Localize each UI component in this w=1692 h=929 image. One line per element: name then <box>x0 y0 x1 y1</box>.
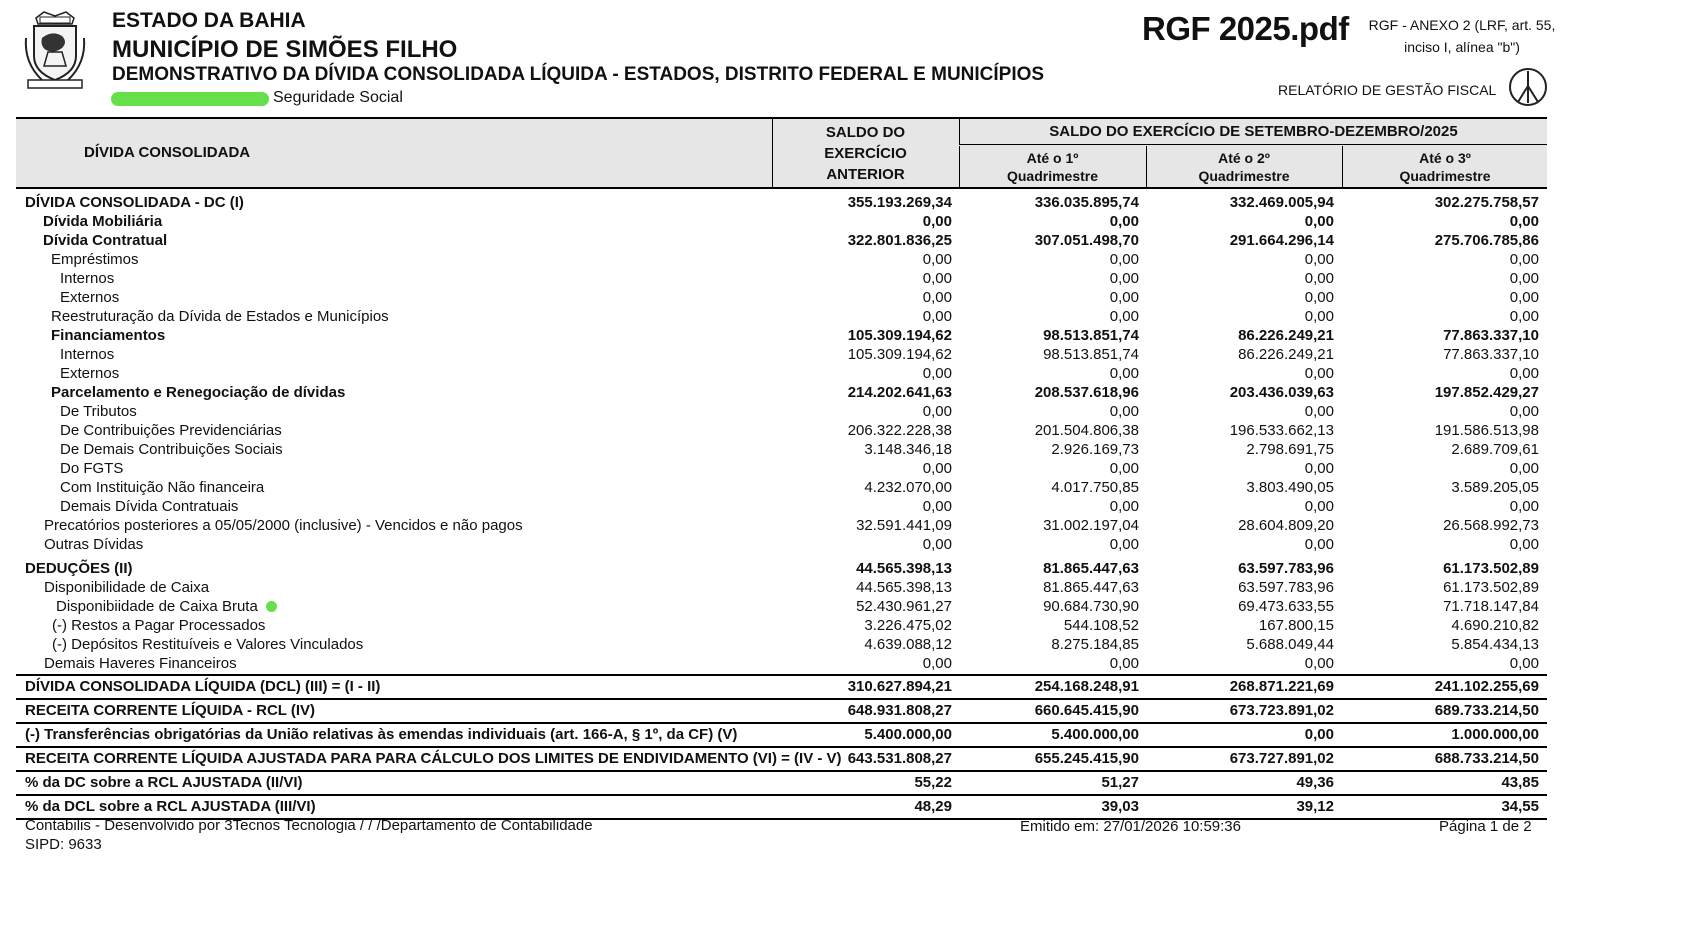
row-value: 0,00 <box>1509 289 1539 306</box>
debt-table <box>16 117 1547 820</box>
row-value: 0,00 <box>1109 270 1139 287</box>
row-value: 268.871.221,69 <box>1229 678 1334 695</box>
header-line: Quadrimestre <box>1198 168 1290 184</box>
row-value: 0,00 <box>1509 498 1539 515</box>
row-value: 689.733.214,50 <box>1434 702 1539 719</box>
municipality-name: MUNICÍPIO DE SIMÕES FILHO <box>112 36 458 63</box>
row-value: 0,00 <box>1304 270 1334 287</box>
row-value: 90.684.730,90 <box>1043 598 1139 615</box>
row-value: 32.591.441,09 <box>856 517 952 534</box>
table-row <box>16 250 1547 269</box>
row-label-text: DÍVIDA CONSOLIDADA - DC (I) <box>25 194 244 211</box>
row-label-text: % da DC sobre a RCL AJUSTADA (II/VI) <box>25 774 303 791</box>
footer-sipd: SIPD: 9633 <box>25 836 102 853</box>
row-label-text: Dívida Mobiliária <box>43 213 163 230</box>
row-value: 167.800,15 <box>1258 617 1334 634</box>
row-value: 3.803.490,05 <box>1246 479 1334 496</box>
row-value: 332.469.005,94 <box>1229 194 1334 211</box>
row-value: 208.537.618,96 <box>1034 384 1139 401</box>
row-label-text: Financiamentos <box>51 327 166 344</box>
row-value: 31.002.197,04 <box>1043 517 1139 534</box>
row-label-text: Do FGTS <box>60 460 124 477</box>
table-row <box>16 698 1547 722</box>
row-value: 0,00 <box>1109 289 1139 306</box>
row-value: 0,00 <box>1109 308 1139 325</box>
row-value: 28.604.809,20 <box>1238 517 1334 534</box>
table-row <box>16 383 1547 402</box>
row-value: 3.589.205,05 <box>1451 479 1539 496</box>
row-value: 643.531.808,27 <box>847 750 952 767</box>
row-value: 44.565.398,13 <box>856 579 952 596</box>
row-value: 63.597.783,96 <box>1238 579 1334 596</box>
row-label <box>44 516 523 535</box>
row-value: 0,00 <box>1304 460 1334 477</box>
row-value: 688.733.214,50 <box>1434 750 1539 767</box>
row-value: 81.865.447,63 <box>1043 560 1139 577</box>
row-label-text: Internos <box>60 270 115 287</box>
row-value: 307.051.498,70 <box>1034 232 1139 249</box>
row-label-text: Disponibilidade de Caixa <box>44 579 210 596</box>
table-row <box>16 635 1547 654</box>
row-label-text: RECEITA CORRENTE LÍQUIDA AJUSTADA PARA PARA CÁLCULO DOS LIMITES DE ENDIVIDAMENTO (VI) = (IV - V) <box>25 750 842 767</box>
row-label-text: Externos <box>60 365 120 382</box>
row-value: 4.690.210,82 <box>1451 617 1539 634</box>
row-value: 206.322.228,38 <box>847 422 952 439</box>
footer-developer: Contabilis - Desenvolvido por 3Tecnos Tecnologia / / /Departamento de Contabilidade <box>25 817 593 834</box>
table-row <box>16 535 1547 554</box>
row-value: 4.017.750,85 <box>1051 479 1139 496</box>
header-line: EXERCÍCIO <box>824 145 907 162</box>
row-value: 336.035.895,74 <box>1034 194 1139 211</box>
row-label-text: Externos <box>60 289 120 306</box>
row-value: 0,00 <box>1509 308 1539 325</box>
row-label-text: Disponibiidade de Caixa Bruta <box>56 598 258 615</box>
row-value: 51,27 <box>1101 774 1139 791</box>
row-label <box>43 212 162 231</box>
footer-emitted-date: Emitido em: 27/01/2026 10:59:36 <box>1020 818 1241 835</box>
table-row <box>16 578 1547 597</box>
row-value: 0,00 <box>1304 498 1334 515</box>
row-label <box>56 597 277 616</box>
row-value: 0,00 <box>922 498 952 515</box>
row-value: 196.533.662,13 <box>1229 422 1334 439</box>
row-value: 3.148.346,18 <box>864 441 952 458</box>
row-label <box>51 250 139 269</box>
row-value: 673.727.891,02 <box>1229 750 1334 767</box>
row-value: 214.202.641,63 <box>847 384 952 401</box>
state-name: ESTADO DA BAHIA <box>112 9 306 32</box>
row-value: 105.309.194,62 <box>847 346 952 363</box>
row-label-text: Parcelamento e Renegociação de dívidas <box>51 384 346 401</box>
row-label-text: RECEITA CORRENTE LÍQUIDA - RCL (IV) <box>25 702 315 719</box>
annex-line-2: inciso I, alínea "b") <box>1404 39 1520 55</box>
row-label-text: Com Instituição Não financeira <box>60 479 265 496</box>
table-row <box>16 746 1547 770</box>
row-value: 2.689.709,61 <box>1451 441 1539 458</box>
row-value: 0,00 <box>1109 536 1139 553</box>
row-value: 0,00 <box>922 289 952 306</box>
row-value: 291.664.296,14 <box>1229 232 1334 249</box>
row-value: 0,00 <box>922 536 952 553</box>
row-label <box>43 231 167 250</box>
row-label <box>60 421 282 440</box>
row-value: 8.275.184,85 <box>1051 636 1139 653</box>
row-value: 63.597.783,96 <box>1238 560 1334 577</box>
table-row <box>16 440 1547 459</box>
row-value: 0,00 <box>1109 498 1139 515</box>
row-value: 2.926.169,73 <box>1051 441 1139 458</box>
row-value: 0,00 <box>1509 403 1539 420</box>
row-value: 77.863.337,10 <box>1443 327 1539 344</box>
row-label <box>44 654 237 673</box>
municipal-coat-of-arms-icon <box>22 8 88 90</box>
table-row <box>16 231 1547 250</box>
table-row <box>16 212 1547 231</box>
row-value: 77.863.337,10 <box>1443 346 1539 363</box>
row-label <box>25 772 303 794</box>
report-logo-icon <box>1506 66 1550 108</box>
row-value: 655.245.415,90 <box>1034 750 1139 767</box>
row-value: 355.193.269,34 <box>847 194 952 211</box>
table-row <box>16 478 1547 497</box>
header-line: SALDO DO <box>825 124 906 141</box>
row-value: 0,00 <box>1304 251 1334 268</box>
column-group-header: SALDO DO EXERCÍCIO DE SETEMBRO-DEZEMBRO/2025 <box>959 119 1547 145</box>
row-value: 0,00 <box>922 460 952 477</box>
table-row <box>16 674 1547 698</box>
row-value: 0,00 <box>1509 365 1539 382</box>
row-value: 0,00 <box>1109 460 1139 477</box>
row-value: 201.504.806,38 <box>1034 422 1139 439</box>
table-row <box>16 770 1547 794</box>
row-label <box>25 700 315 722</box>
row-label-text: (-) Restos a Pagar Processados <box>52 617 266 634</box>
row-value: 0,00 <box>1509 536 1539 553</box>
row-value: 0,00 <box>1304 403 1334 420</box>
row-value: 0,00 <box>922 365 952 382</box>
table-row <box>16 326 1547 345</box>
row-value: 275.706.785,86 <box>1434 232 1539 249</box>
row-label <box>25 724 737 746</box>
row-label <box>51 307 389 326</box>
column-header-q2 <box>1146 146 1341 187</box>
row-value: 322.801.836,25 <box>847 232 952 249</box>
row-label-text: De Demais Contribuições Sociais <box>60 441 283 458</box>
row-value: 0,00 <box>1304 308 1334 325</box>
row-value: 98.513.851,74 <box>1043 346 1139 363</box>
row-value: 4.232.070,00 <box>864 479 952 496</box>
row-label <box>25 559 133 578</box>
row-label <box>44 578 209 597</box>
table-row <box>16 345 1547 364</box>
row-label <box>60 364 119 383</box>
row-value: 39,03 <box>1101 798 1139 815</box>
table-row <box>16 193 1547 212</box>
row-value: 310.627.894,21 <box>847 678 952 695</box>
row-value: 0,00 <box>1109 655 1139 672</box>
row-label-text: De Tributos <box>60 403 137 420</box>
row-value: 191.586.513,98 <box>1434 422 1539 439</box>
table-row <box>16 288 1547 307</box>
row-value: 2.798.691,75 <box>1246 441 1334 458</box>
row-value: 673.723.891,02 <box>1229 702 1334 719</box>
row-label <box>25 676 380 698</box>
table-row <box>16 421 1547 440</box>
annex-line-1: RGF - ANEXO 2 (LRF, art. 55, <box>1368 17 1556 33</box>
annex-reference <box>1356 14 1568 58</box>
row-value: 302.275.758,57 <box>1434 194 1539 211</box>
table-row <box>16 722 1547 746</box>
row-value: 39,12 <box>1296 798 1334 815</box>
row-label-text: (-) Depósitos Restituíveis e Valores Vinculados <box>52 636 364 653</box>
row-value: 0,00 <box>1509 460 1539 477</box>
row-value: 197.852.429,27 <box>1434 384 1539 401</box>
header-line: ANTERIOR <box>826 166 905 183</box>
row-label-text: Dívida Contratual <box>43 232 168 249</box>
row-label <box>44 535 143 554</box>
row-label <box>51 326 165 345</box>
row-label <box>52 635 363 654</box>
column-header-q1 <box>959 146 1145 187</box>
row-value: 4.639.088,12 <box>864 636 952 653</box>
row-value: 0,00 <box>1109 403 1139 420</box>
row-value: 3.226.475,02 <box>864 617 952 634</box>
row-label-text: (-) Transferências obrigatórias da União relativas às emendas individuais (art. 166-A, § 1º, da CF) (V) <box>25 726 738 743</box>
row-label <box>60 459 123 478</box>
row-label-text: De Contribuições Previdenciárias <box>60 422 282 439</box>
table-body <box>16 193 1547 820</box>
row-label <box>25 193 244 212</box>
row-value: 0,00 <box>1509 655 1539 672</box>
row-value: 71.718.147,84 <box>1443 598 1539 615</box>
row-value: 203.436.039,63 <box>1229 384 1334 401</box>
row-label <box>25 748 842 770</box>
row-value: 55,22 <box>914 774 952 791</box>
row-label <box>60 478 264 497</box>
redaction-highlight <box>111 92 269 106</box>
column-header-debt: DÍVIDA CONSOLIDADA <box>84 144 251 161</box>
row-label-text: Precatórios posteriores a 05/05/2000 (inclusive) - Vencidos e não pagos <box>44 517 523 534</box>
row-label-text: Outras Dívidas <box>44 536 144 553</box>
row-label <box>60 345 114 364</box>
table-row <box>16 402 1547 421</box>
footer-page-number: Página 1 de 2 <box>1439 818 1532 835</box>
table-row <box>16 364 1547 383</box>
row-value: 0,00 <box>922 655 952 672</box>
report-subtitle: Seguridade Social <box>273 89 403 106</box>
row-label <box>60 288 119 307</box>
row-value: 0,00 <box>1109 365 1139 382</box>
row-value: 241.102.255,69 <box>1434 678 1539 695</box>
table-row <box>16 559 1547 578</box>
row-label <box>52 616 265 635</box>
table-row <box>16 307 1547 326</box>
row-value: 5.854.434,13 <box>1451 636 1539 653</box>
header-line: Até o 3º <box>1419 150 1471 166</box>
row-value: 0,00 <box>1509 270 1539 287</box>
table-row <box>16 269 1547 288</box>
row-value: 0,00 <box>922 308 952 325</box>
row-value: 0,00 <box>1304 655 1334 672</box>
row-value: 0,00 <box>1304 365 1334 382</box>
row-value: 43,85 <box>1501 774 1539 791</box>
row-value: 0,00 <box>922 403 952 420</box>
row-value: 49,36 <box>1296 774 1334 791</box>
header-line: Até o 2º <box>1218 150 1270 166</box>
header-line: Até o 1º <box>1026 150 1079 166</box>
row-label <box>60 497 238 516</box>
table-row <box>16 516 1547 535</box>
row-label-text: Internos <box>60 346 115 363</box>
row-value: 0,00 <box>1109 213 1139 230</box>
annotation-dot-icon <box>266 601 277 612</box>
header-line: Quadrimestre <box>1399 168 1491 184</box>
row-value: 0,00 <box>1304 536 1334 553</box>
row-value: 254.168.248,91 <box>1034 678 1139 695</box>
table-row <box>16 616 1547 635</box>
row-value: 81.865.447,63 <box>1043 579 1139 596</box>
row-value: 52.430.961,27 <box>856 598 952 615</box>
row-value: 0,00 <box>1509 251 1539 268</box>
row-label-text: Demais Haveres Financeiros <box>44 655 237 672</box>
table-row <box>16 459 1547 478</box>
row-label-text: Empréstimos <box>51 251 139 268</box>
row-value: 544.108,52 <box>1063 617 1139 634</box>
row-label <box>51 383 345 402</box>
report-type-label: RELATÓRIO DE GESTÃO FISCAL <box>1278 82 1497 98</box>
table-row <box>16 497 1547 516</box>
row-value: 0,00 <box>1304 726 1334 743</box>
table-row <box>16 654 1547 673</box>
row-label-text: Reestruturação da Dívida de Estados e Municípios <box>51 308 389 325</box>
row-value: 61.173.502,89 <box>1443 560 1539 577</box>
header-line: Quadrimestre <box>1006 168 1099 184</box>
row-value: 0,00 <box>922 270 952 287</box>
row-label-text: DEDUÇÕES (II) <box>25 560 133 577</box>
column-header-previous-balance <box>772 119 958 187</box>
row-value: 0,00 <box>1109 251 1139 268</box>
row-value: 86.226.249,21 <box>1238 346 1334 363</box>
table-row <box>16 597 1547 616</box>
report-title: DEMONSTRATIVO DA DÍVIDA CONSOLIDADA LÍQUIDA - ESTADOS, DISTRITO FEDERAL E MUNICÍPIOS <box>112 64 1045 85</box>
row-label <box>60 402 137 421</box>
row-value: 0,00 <box>922 213 952 230</box>
row-value: 26.568.992,73 <box>1443 517 1539 534</box>
row-value: 5.400.000,00 <box>1051 726 1139 743</box>
row-label-text: % da DCL sobre a RCL AJUSTADA (III/VI) <box>25 798 316 815</box>
row-value: 648.931.808,27 <box>847 702 952 719</box>
row-value: 48,29 <box>914 798 952 815</box>
row-label <box>60 440 283 459</box>
row-label <box>60 269 114 288</box>
file-name-label: RGF 2025.pdf <box>1142 10 1349 47</box>
row-value: 105.309.194,62 <box>847 327 952 344</box>
row-value: 5.688.049,44 <box>1246 636 1334 653</box>
row-value: 1.000.000,00 <box>1451 726 1539 743</box>
row-value: 0,00 <box>922 251 952 268</box>
row-label-text: DÍVIDA CONSOLIDADA LÍQUIDA (DCL) (III) = (I - II) <box>25 678 381 695</box>
row-value: 0,00 <box>1304 289 1334 306</box>
row-value: 34,55 <box>1501 798 1539 815</box>
row-value: 69.473.633,55 <box>1238 598 1334 615</box>
row-value: 61.173.502,89 <box>1443 579 1539 596</box>
row-value: 0,00 <box>1509 213 1539 230</box>
row-label-text: Demais Dívida Contratuais <box>60 498 239 515</box>
row-value: 98.513.851,74 <box>1043 327 1139 344</box>
column-header-q3 <box>1342 146 1547 187</box>
table-header <box>16 117 1547 189</box>
row-value: 86.226.249,21 <box>1238 327 1334 344</box>
row-label <box>25 796 316 818</box>
row-value: 0,00 <box>1304 213 1334 230</box>
row-value: 660.645.415,90 <box>1034 702 1139 719</box>
row-value: 44.565.398,13 <box>856 560 952 577</box>
row-value: 5.400.000,00 <box>864 726 952 743</box>
